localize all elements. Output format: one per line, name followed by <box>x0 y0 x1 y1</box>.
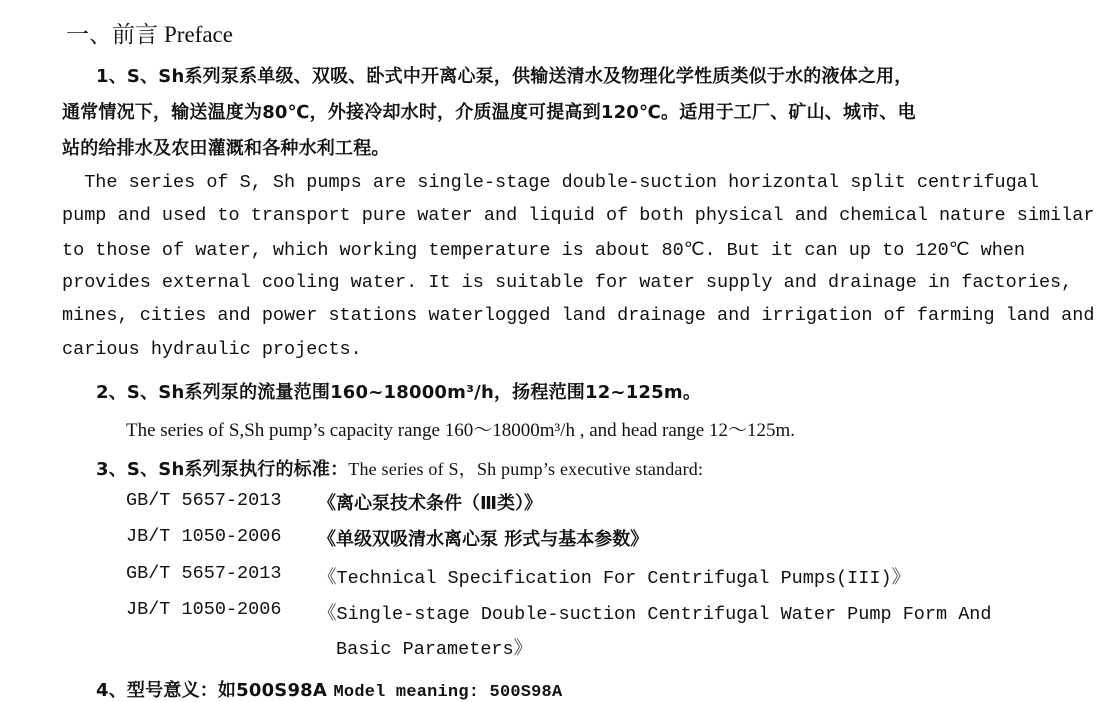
section4-en: Model meaning: 500S98A <box>333 683 563 702</box>
heading-en: Preface <box>164 22 233 47</box>
standard-code-1: GB/T 5657-2013 <box>126 490 282 511</box>
section4-line <box>96 676 562 702</box>
section1-en-line-2: pump and used to transport pure water and liquid of both physical and chemical nature similar <box>62 205 1095 226</box>
section1-en-line-4: provides external cooling water. It is suitable for water supply and drainage in factories, <box>62 272 1073 293</box>
standard-code-2: JB/T 1050-2006 <box>126 526 282 547</box>
section3-en-suffix: The series of S，Sh pump’s executive standard: <box>348 459 704 479</box>
section2-en: The series of S,Sh pump’s capacity range 160～18000m³/h , and head range 12～125m. <box>126 420 795 441</box>
section3-header <box>96 455 703 481</box>
section-heading <box>66 16 233 49</box>
standard-title-1: 《离心泵技术条件（Ⅲ类）》 <box>318 493 543 514</box>
section1-cn-line-1: 1、S、Sh系列泵系单级、双吸、卧式中开离心泵，供输送清水及物理化学性质类似于水的液体之用， <box>96 66 913 87</box>
standard-title-2: 《单级双吸清水离心泵 形式与基本参数》 <box>318 529 649 550</box>
section1-en-line-5: mines, cities and power stations waterlogged land drainage and irrigation of farming land and <box>62 305 1095 326</box>
standard-code-3: GB/T 5657-2013 <box>126 563 282 584</box>
standard-title-4: 《Single-stage Double-suction Centrifugal Water Pump Form And <box>318 604 992 625</box>
section1-en-line-1: The series of S, Sh pumps are single-stage double-suction horizontal split centrifugal <box>62 172 1039 193</box>
standard-code-4: JB/T 1050-2006 <box>126 599 282 620</box>
section1-en-line-3: to those of water, which working temperature is about 80℃. But it can up to 120℃ when <box>62 240 1026 261</box>
section3-cn-prefix: 3、S、Sh系列泵执行的标准： <box>96 459 349 480</box>
section2-cn: 2、S、Sh系列泵的流量范围160~18000m³/h，扬程范围12~125m。 <box>96 382 702 403</box>
heading-cn: 一、前言 <box>66 22 158 48</box>
standard-title-3: 《Technical Specification For Centrifugal Pumps(III)》 <box>318 568 911 589</box>
section1-cn-line-3: 站的给排水及农田灌溉和各种水利工程。 <box>62 138 390 159</box>
standard-title-4-continuation: Basic Parameters》 <box>336 639 533 660</box>
section4-cn: 4、型号意义：如500S98A <box>96 680 328 701</box>
section1-en-line-6: carious hydraulic projects. <box>62 339 362 360</box>
section1-cn-line-2: 通常情况下，输送温度为80℃，外接冷却水时，介质温度可提高到120℃。适用于工厂、矿山、城市、电 <box>62 102 916 123</box>
